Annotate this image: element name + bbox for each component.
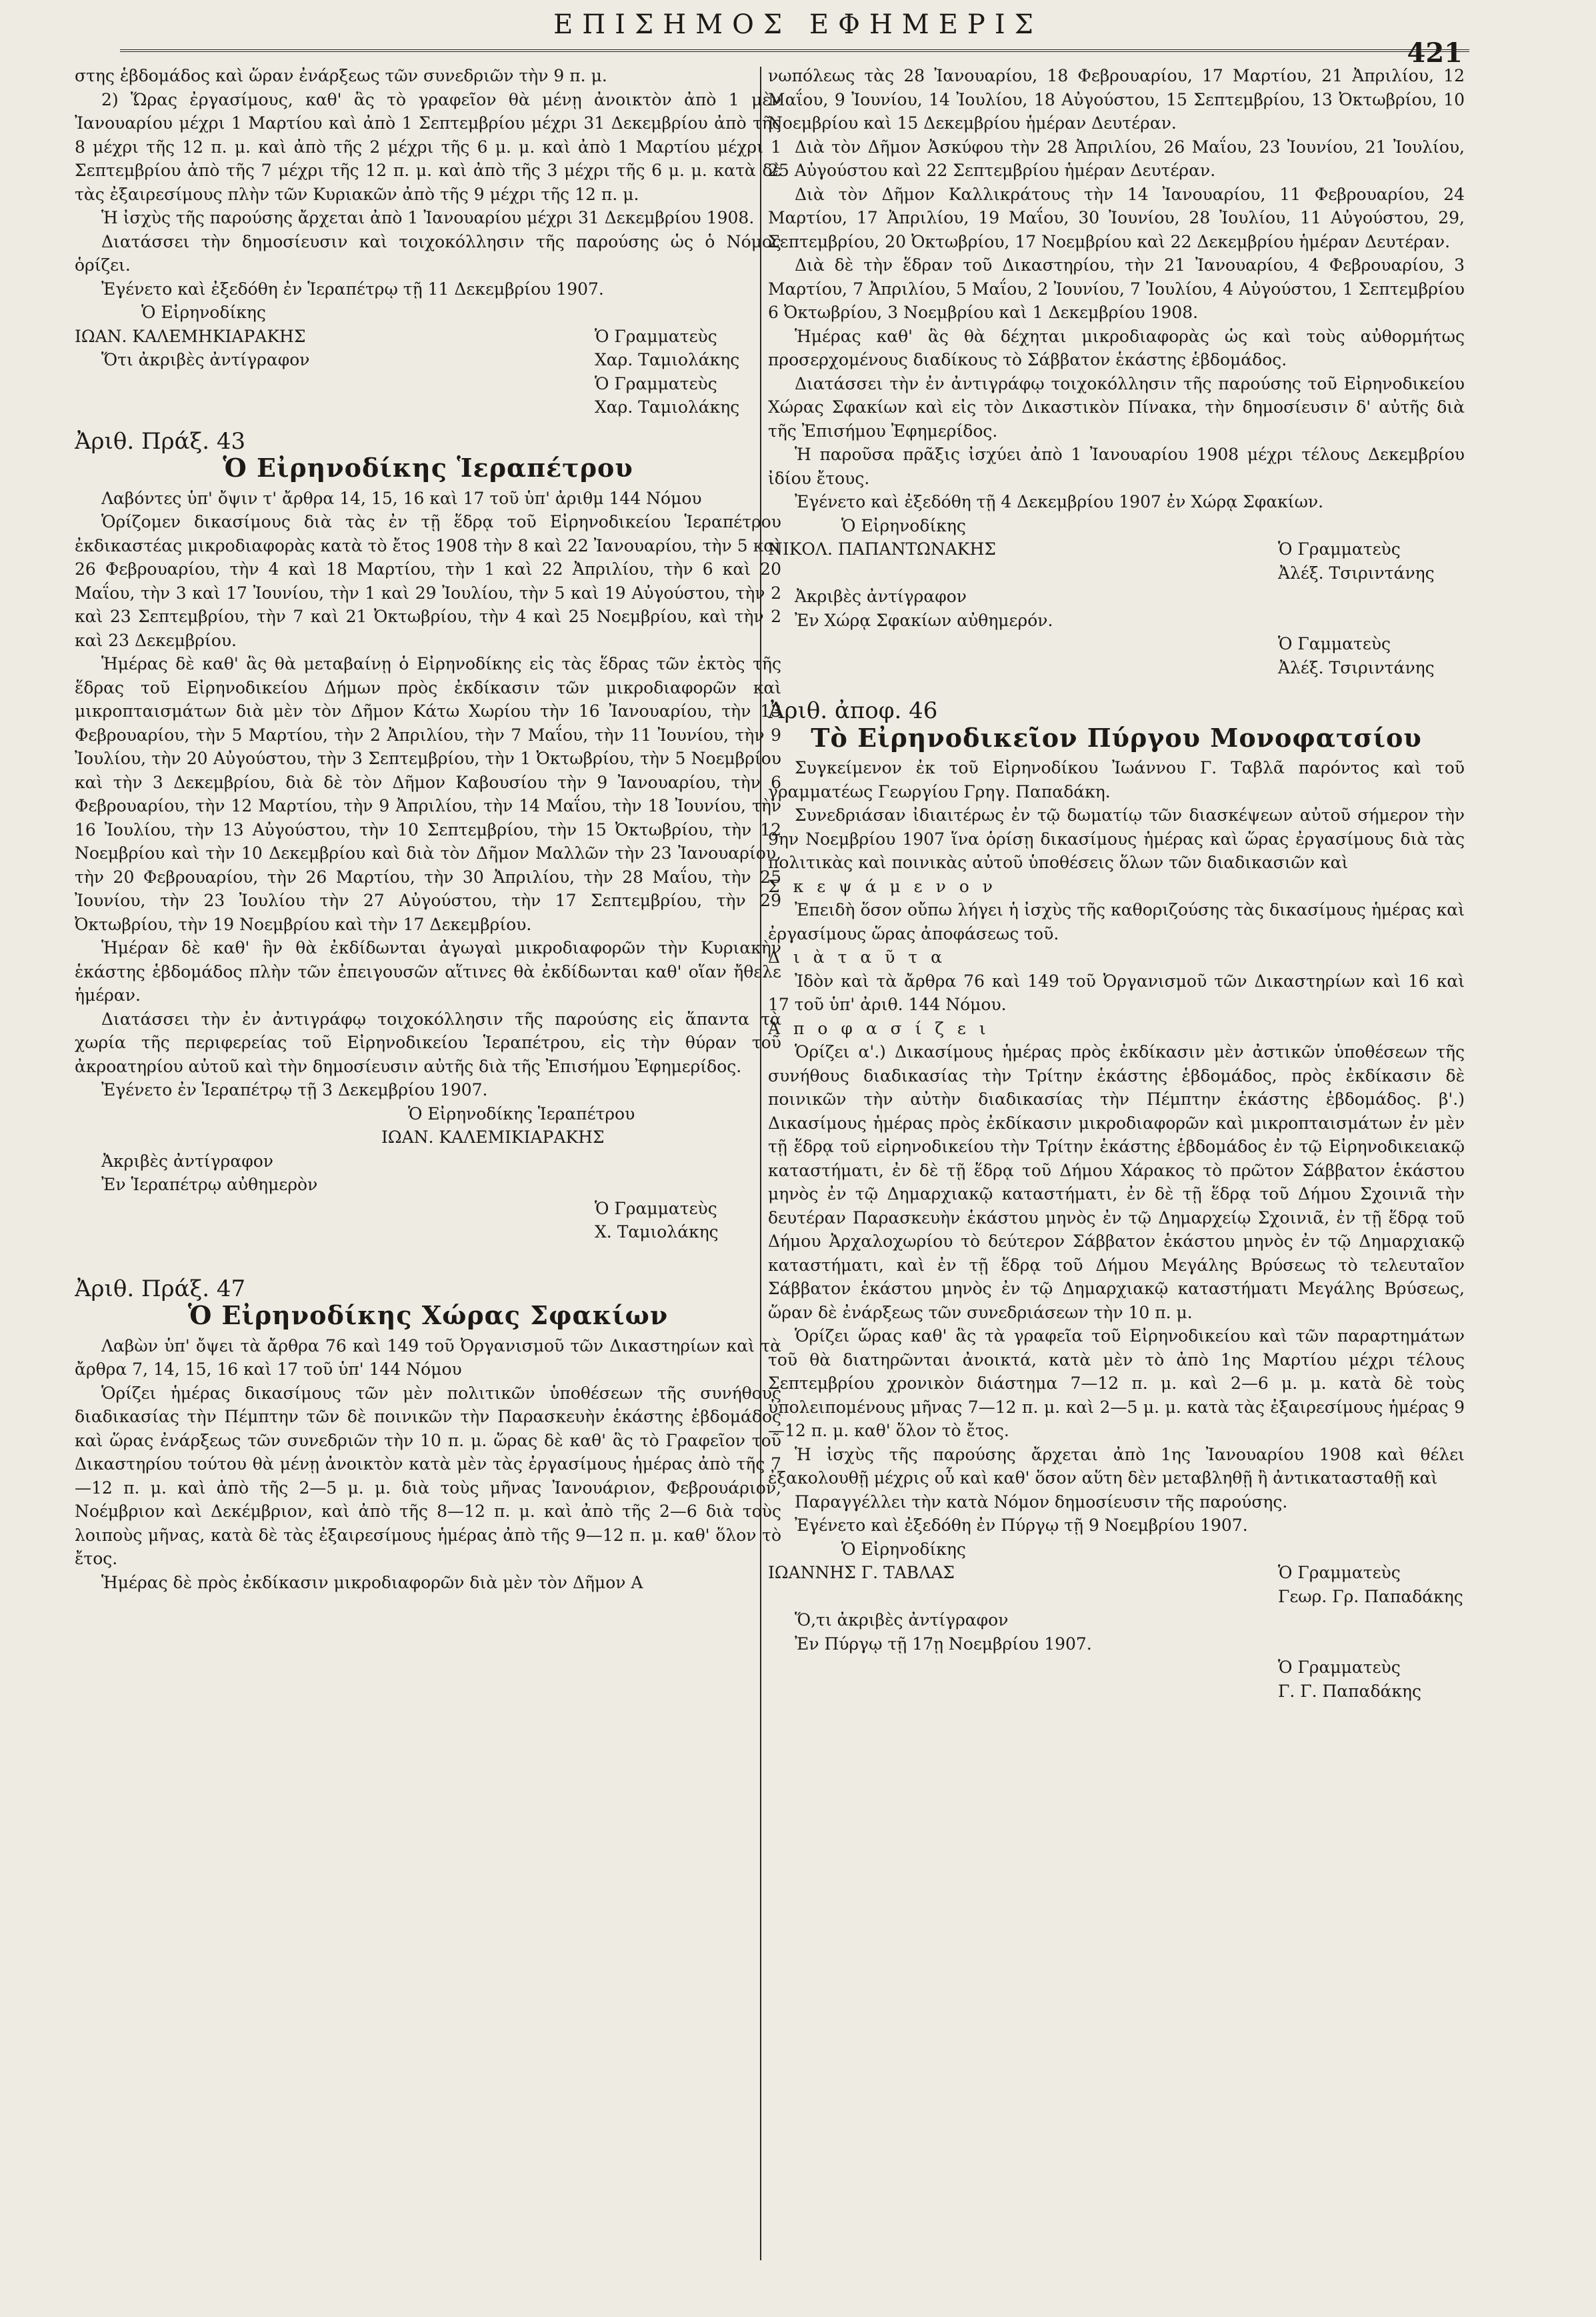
copy-note: Ὅτι ἀκριβὲς ἀντίγραφον	[101, 350, 310, 369]
signature-row	[768, 561, 1465, 585]
paragraph: Ἐγένετο καὶ ἐξεδόθη τῇ 4 Δεκεμβρίου 1907 ἐν Χώρᾳ Σφακίων.	[795, 492, 1324, 511]
secretary-title: Ὁ Γραμματεὺς	[595, 1198, 717, 1218]
paragraph: Διὰ τὸν Δῆμον Ἀσκύφου τὴν 28 Ἀπριλίου, 26 Μαΐου, 23 Ἰουνίου, 21 Ἰουλίου, 25 Αὐγούστου καὶ 22 Σεπτεμβρίου ἡμέραν Δευτέραν.	[768, 137, 1465, 180]
paragraph: Λαβόντες ὑπ' ὄψιν τ' ἄρθρα 14, 15, 16 καὶ 17 τοῦ ὑπ' ἀριθμ 144 Νόμου	[101, 488, 702, 508]
secretary-name: Χαρ. Ταμιολάκης	[595, 397, 740, 417]
paragraph: Ἐγένετο ἐν Ἱεραπέτρῳ τῇ 3 Δεκεμβρίου 1907.	[101, 1080, 488, 1099]
signature-row	[768, 537, 1465, 561]
signature-row	[768, 656, 1465, 680]
act-number: Ἀριθ. Πράξ. 47	[75, 1275, 246, 1302]
signature-row	[768, 1561, 1465, 1585]
paragraph: Διατάσσει τὴν ἐν ἀντιγράφῳ τοιχοκόλλησιν τῆς παρούσης τοῦ Εἰρηνοδικείου Χώρας Σφακίων καὶ εἰς τὸν Δικαστικὸν Πίνακα, τὴν δημοσίευσιν δ' αὐτῆς διὰ τῆς Ἐπισήμου Ἐφημερίδος.	[768, 373, 1465, 441]
secretary-name: Γ. Γ. Παπαδάκης	[1278, 1681, 1422, 1701]
signature-row	[768, 1680, 1465, 1704]
paragraph: Συγκείμενον ἐκ τοῦ Εἰρηνοδίκου Ἰωάννου Γ. Ταβλᾶ παρόντος καὶ τοῦ γραμματέως Γεωργίου Γρηγ. Παπαδάκη.	[768, 758, 1465, 801]
paragraph: Ἡμέρας δὲ καθ' ἃς θὰ μεταβαίνῃ ὁ Εἰρηνοδίκης εἰς τὰς ἕδρας τῶν ἐκτὸς τῆς ἕδρας τοῦ Εἰρηνοδικείου Δήμων πρὸς ἐκδίκασιν τῶν μικροδιαφορῶν καὶ μικροπταισμάτων διὰ μὲν τὸν Δῆμον Κάτω Χωρίου τὴν 16 Ἰανουαρίου, τὴν 13 Φεβρουαρίου, τὴν 5 Μαρτίου, τὴν 2 Ἀπριλίου, τὴν 7 Μαΐου, τὴν 11 Ἰουνίου, τὴν 9 Ἰουλίου, τὴν 20 Αὐγούστου, τὴν 3 Σεπτεμβρίου, τὴν 1 Ὀκτωβρίου, τὴν 5 Νοεμβρίου καὶ τὴν 3 Δεκεμβρίου, διὰ δὲ τὸν Δῆμον Καβουσίου τὴν 9 Ἰανουαρίου, τὴν 6 Φεβρουαρίου, τὴν 12 Μαρτίου, τὴν 9 Ἀπριλίου, τὴν 14 Μαΐου, τὴν 18 Ἰουνίου, τὴν 16 Ἰουλίου, τὴν 13 Αὐγούστου, τὴν 10 Σεπτεμβρίου, τὴν 15 Ὀκτωβρίου, τὴν 12 Νοεμβρίου καὶ τὴν 10 Δεκεμβρίου καὶ διὰ τὸν Δῆμον Μαλλῶν τὴν 23 Ἰανουαρίου, τὴν 20 Φεβρουαρίου, τὴν 26 Μαρτίου, τὴν 30 Ἀπριλίου, τὴν 28 Μαΐου, τὴν 25 Ἰουνίου, τὴν 23 Ἰουλίου τὴν 27 Αὐγούστου, τὴν 17 Σεπτεμβρίου, τὴν 29 Ὀκτωβρίου, τὴν 19 Νοεμβρίου καὶ τὴν 17 Δεκεμβρίου.	[75, 654, 781, 934]
signature-row	[75, 372, 781, 396]
judge-name: ΙΩΑΝΝΗΣ Γ. ΤΑΒΛΑΣ	[768, 1563, 955, 1582]
copy-note: Ἀκριβὲς ἀντίγραφον	[795, 587, 967, 606]
copy-note: Ὅ,τι ἀκριβὲς ἀντίγραφον	[795, 1610, 1009, 1630]
paragraph: Συνεδριάσαν ἰδιαιτέρως ἐν τῷ δωματίῳ τῶν διασκέψεων αὐτοῦ σήμερον τὴν 9ην Νοεμβρίου 1907 ἵνα ὁρίσῃ δικασίμους ἡμέρας καὶ ὥρας ἐργασίμους διὰ τὰς πολιτικὰς καὶ ποινικὰς αὐτοῦ ὑποθέσεις ὅλων τῶν διαδικασιῶν καὶ	[768, 805, 1465, 872]
section-heading: Ὁ Εἰρηνοδίκης Χώρας Σφακίων	[187, 1300, 669, 1330]
subheading: Σ κ ε ψ ά μ ε ν ο ν	[768, 876, 997, 896]
section-heading: Ὁ Εἰρηνοδίκης Ἱεραπέτρου	[223, 453, 633, 483]
paragraph: Λαβὼν ὑπ' ὄψει τὰ ἄρθρα 76 καὶ 149 τοῦ Ὀργανισμοῦ τῶν Δικαστηρίων καὶ τὰ ἄρθρα 7, 14, 15, 16 καὶ 17 τοῦ ὑπ' 144 Νόμου	[75, 1336, 781, 1379]
secretary-title: Ὁ Γραμματεὺς	[595, 373, 717, 393]
secretary-name: Χαρ. Ταμιολάκης	[595, 350, 740, 369]
secretary-title: Ὁ Γραμματεὺς	[1278, 539, 1401, 559]
judge-title: Ὁ Εἰρηνοδίκης Ἱεραπέτρου	[408, 1103, 635, 1123]
paragraph: Ὁρίζει α'.) Δικασίμους ἡμέρας πρὸς ἐκδίκασιν μὲν ἀστικῶν ὑποθέσεων τῆς συνήθους διαδικασίας τὴν Τρίτην ἑκάστης ἑβδομάδος, πρὸς ἐκδίκασιν δὲ ποινικῶν τὴν αὐτὴν διαδικασίας τὴν Πέμπτην ἑκάστης ἑβδομάδος. β'.) Δικασίμους ἡμέρας πρὸς ἐκδίκασιν μικροδιαφορῶν καὶ μικροπταισμάτων ἐν μὲν τῇ ἕδρᾳ τοῦ εἰρηνοδικείου τὴν Τρίτην ἑκάστης ἑβδομάδος ἐν τῷ Εἰρηνοδικειακῷ καταστήματι, ἐν δὲ τῇ ἕδρᾳ τοῦ Δήμου Χάρακος τὸ πρῶτον Σάββατον ἑκάστου μηνὸς ἐν τῷ Δημαρχιακῷ καταστήματι, ἐν δὲ τῇ ἕδρᾳ τοῦ Δήμου Σχοινιᾶ τὴν δευτέραν Παρασκευὴν ἑκάστου μηνὸς ἐν τῷ Δημαρχείῳ Σχοινιᾶ, ἐν τῇ ἕδρᾳ τοῦ Δήμου Ἀρχαλοχωρίου τὸ δεύτερον Σάββατον ἑκάστου μηνὸς ἐν τῷ Δημαρχιακῷ καταστήματι, καὶ ἐν τῇ ἕδρᾳ τοῦ Δήμου Μεγάλης Βρύσεως τὸ τελευταῖον Σάββατον ἑκάστου μηνὸς ἐν τῷ Δημαρχιακῷ καταστήματι Μεγάλης Βρύσεως, ὥραν δὲ ἐνάρξεως τῶν συνεδριάσεων τὴν 10 π. μ.	[768, 1042, 1465, 1322]
judge-name: ΙΩΑΝ. ΚΑΛΕΜΗΚΙΑΡΑΚΗΣ	[75, 326, 306, 346]
page-number: 421	[1407, 37, 1463, 69]
paragraph: Ὁρίζει ὥρας καθ' ἃς τὰ γραφεῖα τοῦ Εἰρηνοδικείου καὶ τῶν παραρτημάτων τοῦ θὰ διατηρῶνται ἀνοικτά, κατὰ μὲν τὸ ἀπὸ 1ης Μαρτίου μέχρι τέλους Σεπτεμβρίου χρονικὸν διάστημα 7—12 π. μ. καὶ 2—6 μ. μ. κατὰ δὲ τοὺς ὑπολειπομένους μῆνας 7—12 π. μ. καὶ 2—5 μ. μ. κατὰ τὰς ἐξαιρεσίμους ἡμέρας 9—12 π. μ. καθ' ὅλον τὸ ἔτος.	[768, 1326, 1465, 1440]
subheading: Δ ι ὰ τ α ῦ τ α	[768, 947, 946, 967]
left-column	[75, 64, 781, 2304]
copy-place: Ἐν Χώρᾳ Σφακίων αὐθημερόν.	[795, 610, 1053, 630]
paragraph: Ἡ ἰσχὺς τῆς παρούσης ἄρχεται ἀπὸ 1ης Ἰανουαρίου 1908 καὶ θέλει ἐξακολουθῇ μέχρις οὗ καὶ καθ' ὅσον αὕτη δὲν μεταβληθῇ ἢ ἀντικατασταθῇ καὶ	[768, 1444, 1465, 1488]
paragraph: Ὁρίζομεν δικασίμους διὰ τὰς ἐν τῇ ἕδρᾳ τοῦ Εἰρηνοδικείου Ἱεραπέτρου ἐκδικαστέας μικροδιαφορὰς κατὰ τὸ ἔτος 1908 τὴν 8 καὶ 22 Ἰανουαρίου, τὴν 5 καὶ 26 Φεβρουαρίου, τὴν 4 καὶ 18 Μαρτίου, τὴν 1 καὶ 22 Ἀπριλίου, τὴν 6 καὶ 20 Μαΐου, τὴν 3 καὶ 17 Ἰουνίου, τὴν 1 καὶ 29 Ἰουλίου, τὴν 5 καὶ 19 Αὐγούστου, τὴν 2 καὶ 23 Σεπτεμβρίου, τὴν 7 καὶ 21 Ὀκτωβρίου, τὴν 4 καὶ 25 Νοεμβρίου, καὶ τὴν 2 καὶ 23 Δεκεμβρίου.	[75, 512, 781, 650]
secretary-title: Ὁ Γραμματεὺς	[595, 326, 717, 346]
subheading: Ἀ π ο φ α σ ί ζ ε ι	[768, 1018, 990, 1038]
secretary-name: Χ. Ταμιολάκης	[595, 1222, 719, 1242]
signature-row	[75, 395, 781, 419]
signature-row	[75, 1220, 781, 1244]
paragraph: 2) Ὥρας ἐργασίμους, καθ' ἃς τὸ γραφεῖον θὰ μένῃ ἀνοικτὸν ἀπὸ 1 μὲν Ἰανουαρίου μέχρι 1 Μαρτίου καὶ ἀπὸ 1 Σεπτεμβρίου μέχρι 31 Δεκεμβρίου ἀπὸ τῆς 8 μέχρι τῆς 12 π. μ. καὶ ἀπὸ τῆς 2 μέχρι τῆς 6 μ. μ. καὶ ἀπὸ 1 Μαρτίου μέχρι 1 Σεπτεμβρίου ἀπὸ τῆς 7 μέχρι τῆς 12 π. μ. καὶ ἀπὸ τῆς 3 μέχρι τῆς 6 μ. μ. κατὰ δὲ τὰς ἐξαιρεσίμους πλὴν τῶν Κυριακῶν ἀπὸ τῆς 9 μέχρι τῆς 12 π. μ.	[75, 89, 781, 204]
paragraph: Διατάσσει τὴν δημοσίευσιν καὶ τοιχοκόλλησιν τῆς παρούσης ὡς ὁ Νόμος ὁρίζει.	[75, 231, 781, 275]
paragraph: Ἐγένετο καὶ ἐξεδόθη ἐν Πύργῳ τῇ 9 Νοεμβρίου 1907.	[795, 1516, 1248, 1535]
page-header	[0, 7, 1596, 69]
paragraph: Ἡμέραν δὲ καθ' ἣν θὰ ἐκδίδωνται ἀγωγαὶ μικροδιαφορῶν τὴν Κυριακὴν ἑκάστης ἑβδομάδος πλὴν τῶν ἐπειγουσῶν αἵτινες θὰ ἐκδίδωνται καθ' οἵαν ἤθελε ἡμέραν.	[75, 938, 781, 1005]
signature-row	[768, 1656, 1465, 1680]
copy-place: Ἐν Ἱεραπέτρῳ αὐθημερὸν	[101, 1175, 318, 1194]
signature-row	[768, 632, 1465, 656]
paragraph: Ἐγένετο καὶ ἐξεδόθη ἐν Ἱεραπέτρῳ τῇ 11 Δεκεμβρίου 1907.	[101, 279, 604, 299]
paragraph: Ἡ ἰσχὺς τῆς παρούσης ἄρχεται ἀπὸ 1 Ἰανουαρίου μέχρι 31 Δεκεμβρίου 1908.	[101, 208, 755, 227]
paragraph: Ἡ παροῦσα πρᾶξις ἰσχύει ἀπὸ 1 Ἰανουαρίου 1908 μέχρι τέλους Δεκεμβρίου ἰδίου ἔτους.	[768, 445, 1465, 488]
paragraph: Ὁρίζει ἡμέρας δικασίμους τῶν μὲν πολιτικῶν ὑποθέσεων τῆς συνήθους διαδικασίας τὴν Πέμπτην τῶν δὲ ποινικῶν τὴν Παρασκευὴν ἑκάστης ἑβδομάδος καὶ ὥρας ἐνάρξεως τῶν συνεδριῶν τὴν 10 π. μ. ὥρας δὲ καθ' ἃς τὸ Γραφεῖον τοῦ Δικαστηρίου τούτου θὰ μένῃ ἀνοικτὸν κατὰ μὲν τὰς ἐργασίμους ἡμέρας ἀπὸ τῆς 7—12 π. μ. καὶ ἀπὸ τῆς 2—5 μ. μ. διὰ τοὺς μῆνας Ἰανουάριον, Φεβρουάριον, Νοέμβριον καὶ Δεκέμβριον, καὶ ἀπὸ τῆς 8—12 π. μ. καὶ ἀπὸ τῆς 2—6 διὰ τοὺς λοιποὺς μῆνας, κατὰ δὲ τὰς ἐξαιρεσίμους ἡμέρας ἀπὸ τῆς 9—12 π. μ. καθ' ὅλον τὸ ἔτος.	[75, 1383, 781, 1568]
act-number: Ἀριθ. Πράξ. 43	[75, 427, 246, 455]
paragraph: Διατάσσει τὴν ἐν ἀντιγράφῳ τοιχοκόλλησιν τῆς παρούσης εἰς ἅπαντα τὰ χωρία τῆς περιφερείας τοῦ Εἰρηνοδικείου Ἱεραπέτρου, εἰς τὴν θύραν τοῦ ἀκροατηρίου αὐτοῦ καὶ τὴν δημοσίευσιν αὐτῆς διὰ τῆς Ἐπισήμου Ἐφημερίδος.	[75, 1009, 781, 1076]
paragraph: Παραγγέλλει τὴν κατὰ Νόμον δημοσίευσιν τῆς παρούσης.	[795, 1492, 1288, 1512]
right-column	[768, 64, 1465, 2304]
judge-title: Ὁ Εἰρηνοδίκης	[841, 1539, 966, 1559]
signature-row	[75, 348, 781, 372]
judge-name: ΝΙΚΟΛ. ΠΑΠΑΝΤΩΝΑΚΗΣ	[768, 539, 996, 559]
paragraph: Ἰδὸν καὶ τὰ ἄρθρα 76 καὶ 149 τοῦ Ὀργανισμοῦ τῶν Δικαστηρίων καὶ 16 καὶ 17 τοῦ ὑπ' ἀριθ. 144 Νόμου.	[768, 971, 1465, 1014]
secretary-title: Ὁ Γαμματεὺς	[1278, 634, 1391, 653]
judge-name: ΙΩΑΝ. ΚΑΛΕΜΙΚΙΑΡΑΚΗΣ	[381, 1127, 605, 1147]
paragraph: Διὰ δὲ τὴν ἕδραν τοῦ Δικαστηρίου, τὴν 21 Ἰανουαρίου, 4 Φεβρουαρίου, 3 Μαρτίου, 7 Ἀπριλίου, 5 Μαΐου, 2 Ἰουνίου, 7 Ἰουλίου, 4 Αὐγούστου, 1 Σεπτεμβρίου 6 Ὀκτωβρίου, 3 Νοεμβρίου καὶ 1 Δεκεμβρίου 1908.	[768, 255, 1465, 322]
judge-title: Ὁ Εἰρηνοδίκης	[141, 303, 266, 322]
paragraph: Ἡμέρας καθ' ἃς θὰ δέχηται μικροδιαφορὰς ὡς καὶ τοὺς αὐθορμήτως προσερχομένους διαδίκους τὸ Σάββατον ἑκάστης ἑβδομάδος.	[768, 326, 1465, 369]
copy-place: Ἐν Πύργῳ τῇ 17ῃ Νοεμβρίου 1907.	[795, 1634, 1092, 1654]
secretary-name: Ἀλέξ. Τσιριντάνης	[1278, 563, 1435, 583]
judge-title: Ὁ Εἰρηνοδίκης	[841, 515, 966, 535]
paragraph: Διὰ τὸν Δῆμον Καλλικράτους τὴν 14 Ἰανουαρίου, 11 Φεβρουαρίου, 24 Μαρτίου, 17 Ἀπριλίου, 19 Μαΐου, 30 Ἰουνίου, 28 Ἰουλίου, 11 Αὐγούστου, 29, Σεπτεμβρίου, 20 Ὀκτωβρίου, 17 Νοεμβρίου καὶ 22 Δεκεμβρίου ἡμέραν Δευτέραν.	[768, 184, 1465, 251]
secretary-title: Ὁ Γραμματεὺς	[1278, 1658, 1401, 1677]
paragraph: στης ἑβδομάδος καὶ ὥραν ἐνάρξεως τῶν συνεδριῶν τὴν 9 π. μ.	[75, 66, 607, 85]
secretary-name: Ἀλέξ. Τσιριντάνης	[1278, 657, 1435, 677]
secretary-title: Ὁ Γραμματεὺς	[1278, 1563, 1401, 1582]
signature-row	[768, 1585, 1465, 1609]
decision-number: Ἀριθ. ἀποφ. 46	[768, 697, 938, 724]
copy-note: Ἀκριβὲς ἀντίγραφον	[101, 1151, 273, 1171]
signature-row	[75, 1197, 781, 1221]
secretary-name: Γεωρ. Γρ. Παπαδάκης	[1278, 1586, 1463, 1606]
header-rule	[120, 49, 1469, 52]
signature-row	[75, 325, 781, 349]
paragraph: Ἐπειδὴ ὅσον οὔπω λήγει ἡ ἰσχὺς τῆς καθοριζούσης τὰς δικασίμους ἡμέρας καὶ ἐργασίμους ὥρας ἀποφάσεως τοῦ.	[768, 900, 1465, 943]
section-heading: Τὸ Εἰρηνοδικεῖον Πύργου Μονοφατσίου	[811, 722, 1422, 753]
paragraph: Ἡμέρας δὲ πρὸς ἐκδίκασιν μικροδιαφορῶν διὰ μὲν τὸν Δῆμον Α	[101, 1572, 643, 1592]
paragraph: νωπόλεως τὰς 28 Ἰανουαρίου, 18 Φεβρουαρίου, 17 Μαρτίου, 21 Ἀπριλίου, 12 Μαΐου, 9 Ἰουνίου, 14 Ἰουλίου, 18 Αὐγούστου, 15 Σεπτεμβρίου, 13 Ὀκτωβρίου, 10 Νοεμβρίου καὶ 15 Δεκεμβρίου ἡμέραν Δευτέραν.	[768, 66, 1465, 133]
gazette-title: ΕΠΙΣΗΜΟΣ ΕΦΗΜΕΡΙΣ	[553, 9, 1043, 40]
